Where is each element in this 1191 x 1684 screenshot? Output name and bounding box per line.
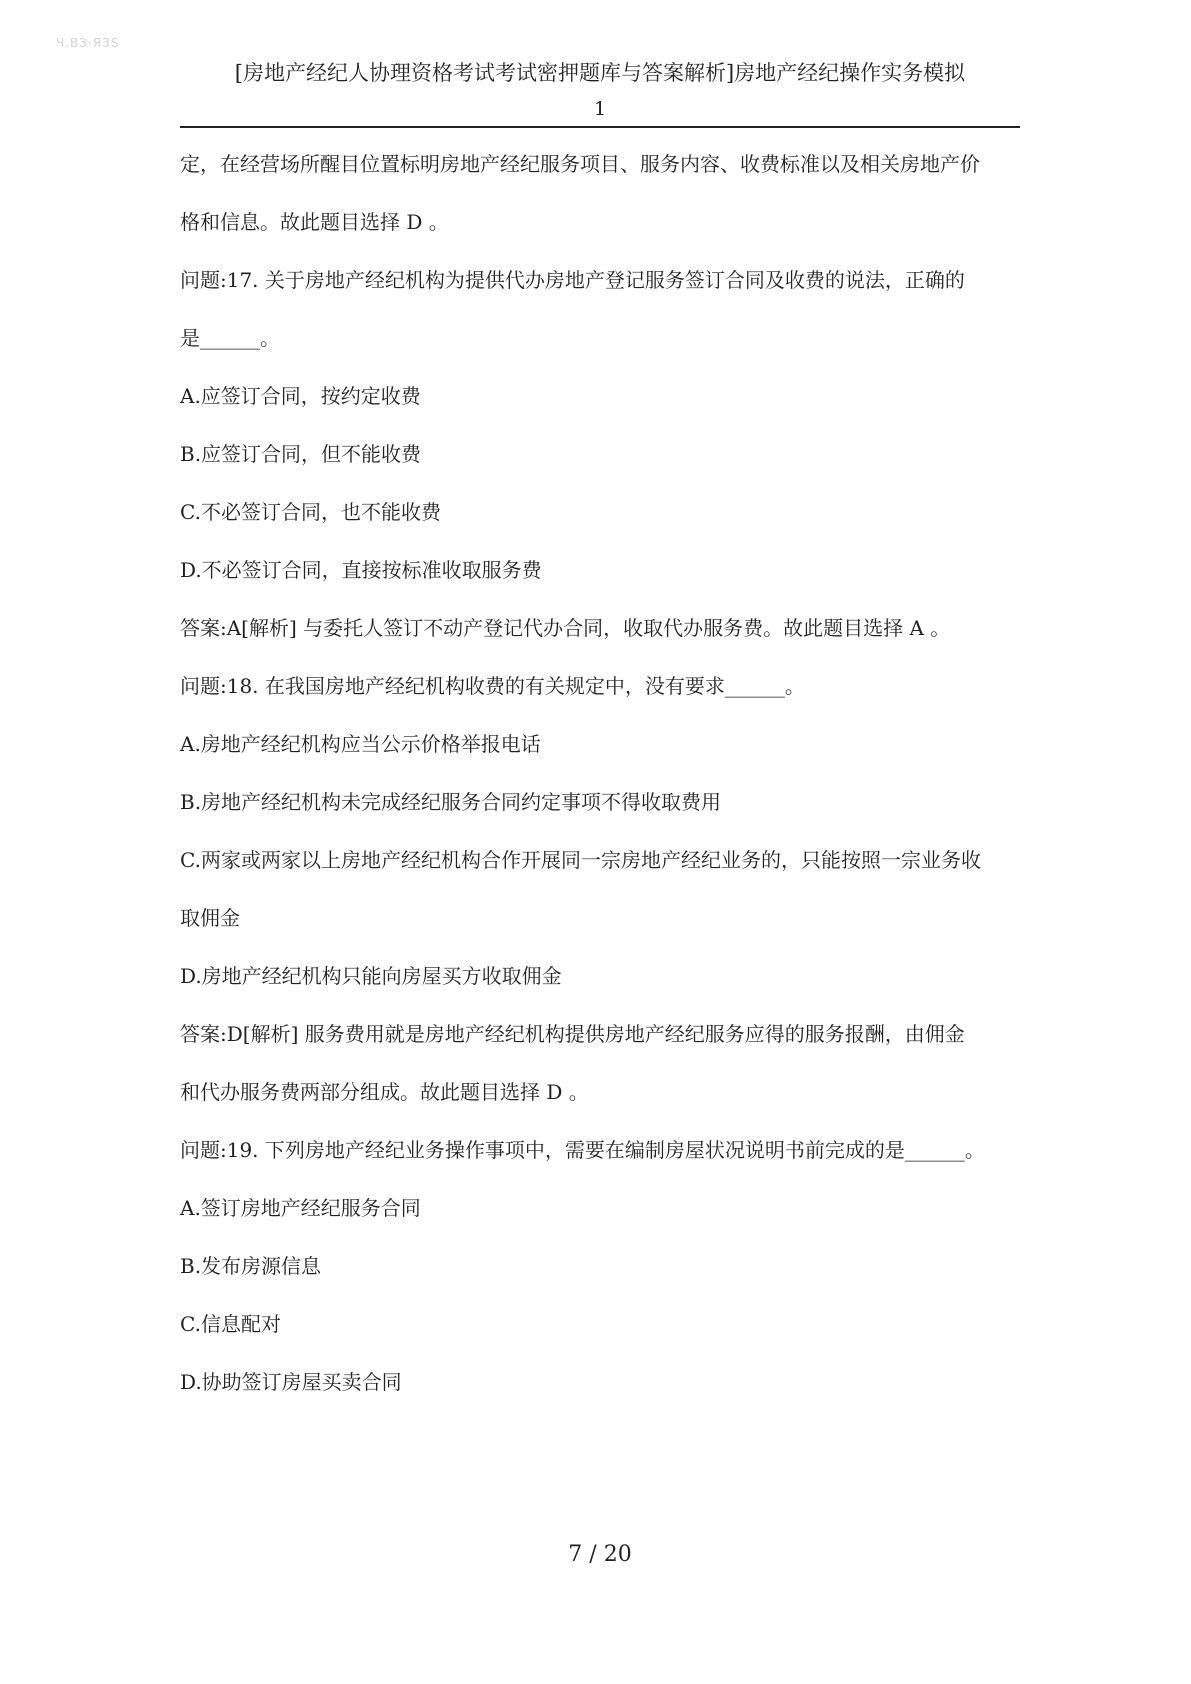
question-18-stem: 问题:18. 在我国房地产经纪机构收费的有关规定中，没有要求______。	[180, 674, 805, 698]
question-18-option-a: A.房地产经纪机构应当公示价格举报电话	[180, 732, 541, 756]
text-line-1: 定，在经营场所醒目位置标明房地产经纪服务项目、服务内容、收费标准以及相关房地产价	[180, 152, 980, 176]
question-17-stem: 问题:17. 关于房地产经纪机构为提供代办房地产登记服务签订合同及收费的说法，正确的	[180, 268, 965, 292]
watermark-text: Ч.ВЗ·ЯЗS	[56, 36, 120, 50]
question-19-option-b: B.发布房源信息	[180, 1254, 322, 1278]
question-19-option-c: C.信息配对	[180, 1312, 281, 1336]
page-header-subtitle: 1	[593, 98, 607, 120]
question-18-option-b: B.房地产经纪机构未完成经纪服务合同约定事项不得收取费用	[180, 790, 722, 814]
page-number: 7 / 20	[568, 1542, 632, 1567]
question-17-option-a: A.应签订合同，按约定收费	[180, 384, 421, 408]
question-17-option-d: D.不必签订合同，直接按标准收取服务费	[180, 558, 542, 582]
question-17-option-c: C.不必签订合同，也不能收费	[180, 500, 441, 524]
question-17-option-b: B.应签订合同，但不能收费	[180, 442, 422, 466]
question-19-option-a: A.签订房地产经纪服务合同	[180, 1196, 421, 1220]
question-18-option-c-cont: 取佣金	[180, 906, 240, 930]
question-18-answer: 答案:D[解析] 服务费用就是房地产经纪机构提供房地产经纪服务应得的服务报酬，由佣金	[180, 1022, 965, 1046]
text-line-2: 格和信息。故此题目选择 D 。	[180, 210, 449, 234]
question-17-stem-cont: 是______。	[180, 326, 280, 350]
page-header-title: [房地产经纪人协理资格考试考试密押题库与答案解析]房地产经纪操作实务模拟	[234, 61, 966, 85]
question-17-answer: 答案:A[解析] 与委托人签订不动产登记代办合同，收取代办服务费。故此题目选择 A 。	[180, 616, 951, 640]
question-19-option-d: D.协助签订房屋买卖合同	[180, 1370, 402, 1394]
question-19-stem: 问题:19. 下列房地产经纪业务操作事项中，需要在编制房屋状况说明书前完成的是______。	[180, 1138, 985, 1162]
header-divider	[180, 126, 1020, 128]
question-18-answer-cont: 和代办服务费两部分组成。故此题目选择 D 。	[180, 1080, 589, 1104]
question-18-option-d: D.房地产经纪机构只能向房屋买方收取佣金	[180, 964, 562, 988]
question-18-option-c: C.两家或两家以上房地产经纪机构合作开展同一宗房地产经纪业务的，只能按照一宗业务收	[180, 848, 981, 872]
